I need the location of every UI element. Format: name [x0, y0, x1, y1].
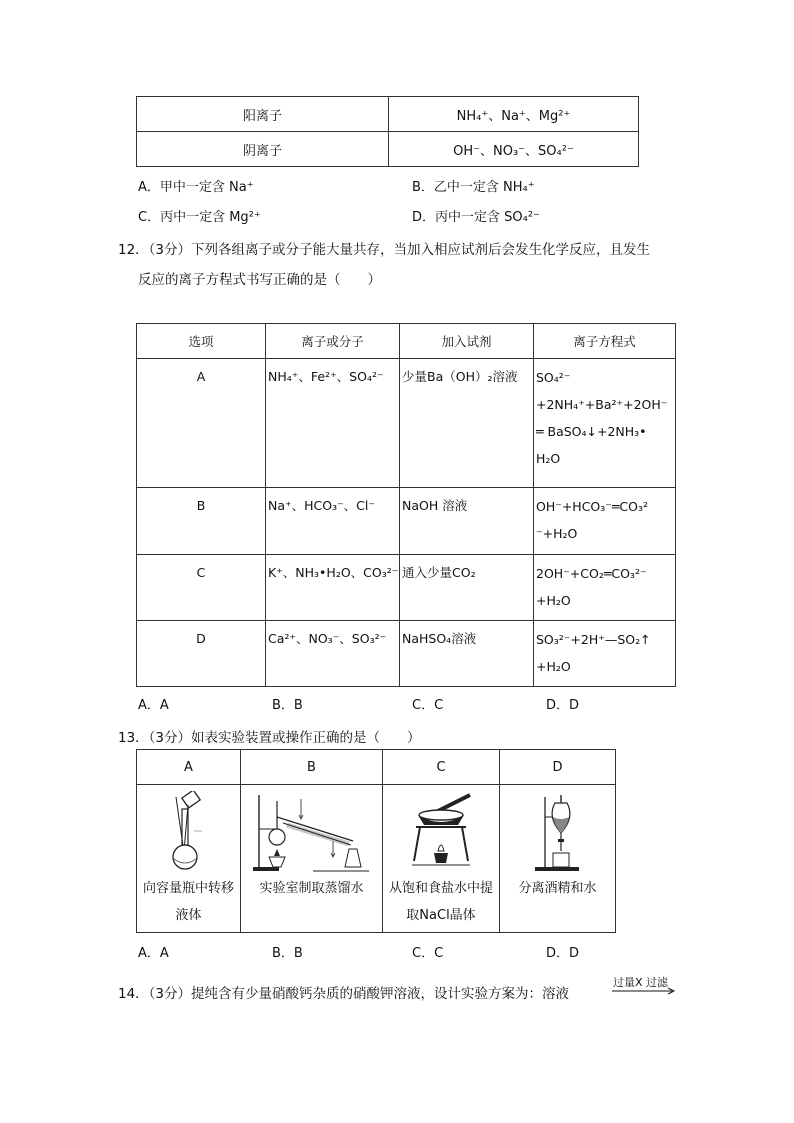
q11-option-d: D．丙中一定含 SO₄²⁻ [412, 210, 540, 225]
reagent-cell: 通入少量CO₂ [400, 555, 534, 621]
q12-stem-line2: 反应的离子方程式书写正确的是（ ） [138, 272, 381, 288]
option-label: D [137, 621, 266, 687]
equation-line: OH⁻+HCO₃⁻═CO₃² [536, 499, 648, 514]
caption [137, 875, 240, 930]
option-d-cell [500, 785, 616, 933]
reagent-cell: 少量Ba（OH）₂溶液 [400, 359, 534, 488]
caption-line: 分离酒精和水 [518, 881, 597, 896]
q11-option-b: B．乙中一定含 NH₄⁺ [412, 180, 535, 195]
q14-stem: 14．（3分）提纯含有少量硝酸钙杂质的硝酸钾溶液，设计实验方案为：溶液 [118, 986, 570, 1002]
equation-line: 2OH⁻+CO₂═CO₃²⁻ [536, 566, 647, 581]
option-label: B [137, 488, 266, 555]
q11-option-c: C．丙中一定含 Mg²⁺ [138, 210, 261, 225]
table-row [137, 555, 676, 621]
q13-table [136, 749, 616, 933]
q12-stem-line1: 12．（3分）下列各组离子或分子能大量共存，当加入相应试剂后会发生化学反应，且发生 [118, 242, 651, 258]
col-header-ions: 离子或分子 [266, 324, 400, 359]
table-header-row [137, 324, 676, 359]
option-b-cell [241, 785, 383, 933]
option-a-cell [137, 785, 241, 933]
caption-line: 从饱和食盐水中提 [388, 881, 493, 896]
equation-line: H₂O [536, 450, 561, 466]
ions-cell: NH₄⁺、Fe²⁺、SO₄²⁻ [266, 359, 400, 488]
ion-label-anion: 阴离子 [137, 132, 389, 167]
reagent-cell: NaOH 溶液 [400, 488, 534, 555]
equation-line: ⁻+H₂O [536, 525, 578, 541]
volumetric-flask-icon [164, 791, 214, 873]
reagent-cell: NaHSO₄溶液 [400, 621, 534, 687]
ion-label-cation: 阳离子 [137, 97, 389, 132]
ions-cell: Ca²⁺、NO₃⁻、SO₃²⁻ [266, 621, 400, 687]
q13-option-a: A．A [138, 946, 169, 961]
equation-line: +H₂O [536, 592, 571, 608]
option-c-cell [383, 785, 500, 933]
ion-list-anion: OH⁻、NO₃⁻、SO₄²⁻ [389, 132, 639, 167]
q13-option-b: B．B [272, 946, 303, 961]
q14-arrow-label: 过量X 过滤 [613, 976, 669, 989]
caption-line: 取NaCl晶体 [406, 908, 476, 924]
caption [500, 875, 615, 902]
distillation-apparatus-icon [253, 791, 371, 873]
table-row [137, 97, 639, 132]
equation-cell [534, 555, 676, 621]
reaction-arrow-icon [612, 986, 676, 996]
col-header-d: D [500, 750, 616, 785]
ions-cell: Na⁺、HCO₃⁻、Cl⁻ [266, 488, 400, 555]
q13-option-d: D．D [546, 946, 580, 961]
col-header-c: C [383, 750, 500, 785]
caption [383, 875, 499, 930]
col-header-equation: 离子方程式 [534, 324, 676, 359]
evaporation-crucible-icon [408, 791, 474, 873]
caption-line: 实验室制取蒸馏水 [259, 881, 364, 896]
q13-stem: 13．（3分）如表实验装置或操作正确的是（ ） [118, 730, 421, 746]
table-row [137, 359, 676, 488]
table-row [137, 488, 676, 555]
table-row [137, 785, 616, 933]
ion-list-cation: NH₄⁺、Na⁺、Mg²⁺ [389, 97, 639, 132]
q12-option-a: A．A [138, 698, 169, 713]
option-label: C [137, 555, 266, 621]
table-row [137, 132, 639, 167]
q12-table [136, 323, 676, 687]
table-row [137, 621, 676, 687]
option-label: A [137, 359, 266, 488]
q11-option-a: A．甲中一定含 Na⁺ [138, 180, 254, 195]
equation-line: SO₄²⁻ [536, 370, 571, 385]
col-header-option: 选项 [137, 324, 266, 359]
equation-cell [534, 621, 676, 687]
equation-line: SO₃²⁻+2H⁺—SO₂↑ [536, 632, 651, 647]
q13-option-c: C．C [412, 946, 444, 961]
equation-cell [534, 359, 676, 488]
table-header-row [137, 750, 616, 785]
equation-cell [534, 488, 676, 555]
separatory-funnel-icon [533, 791, 583, 873]
equation-line: ═ BaSO₄↓+2NH₃• [536, 423, 647, 439]
equation-line: +2NH₄⁺+Ba²⁺+2OH⁻ [536, 396, 668, 412]
col-header-b: B [241, 750, 383, 785]
caption-line: 向容量瓶中转移 [142, 881, 234, 896]
caption-line: 液体 [175, 908, 202, 924]
ion-table [136, 96, 639, 167]
col-header-a: A [137, 750, 241, 785]
ions-cell: K⁺、NH₃•H₂O、CO₃²⁻ [266, 555, 400, 621]
caption [241, 875, 382, 902]
equation-line: +H₂O [536, 658, 571, 674]
q12-option-d: D．D [546, 698, 580, 713]
col-header-reagent: 加入试剂 [400, 324, 534, 359]
q12-option-b: B．B [272, 698, 303, 713]
q12-option-c: C．C [412, 698, 444, 713]
